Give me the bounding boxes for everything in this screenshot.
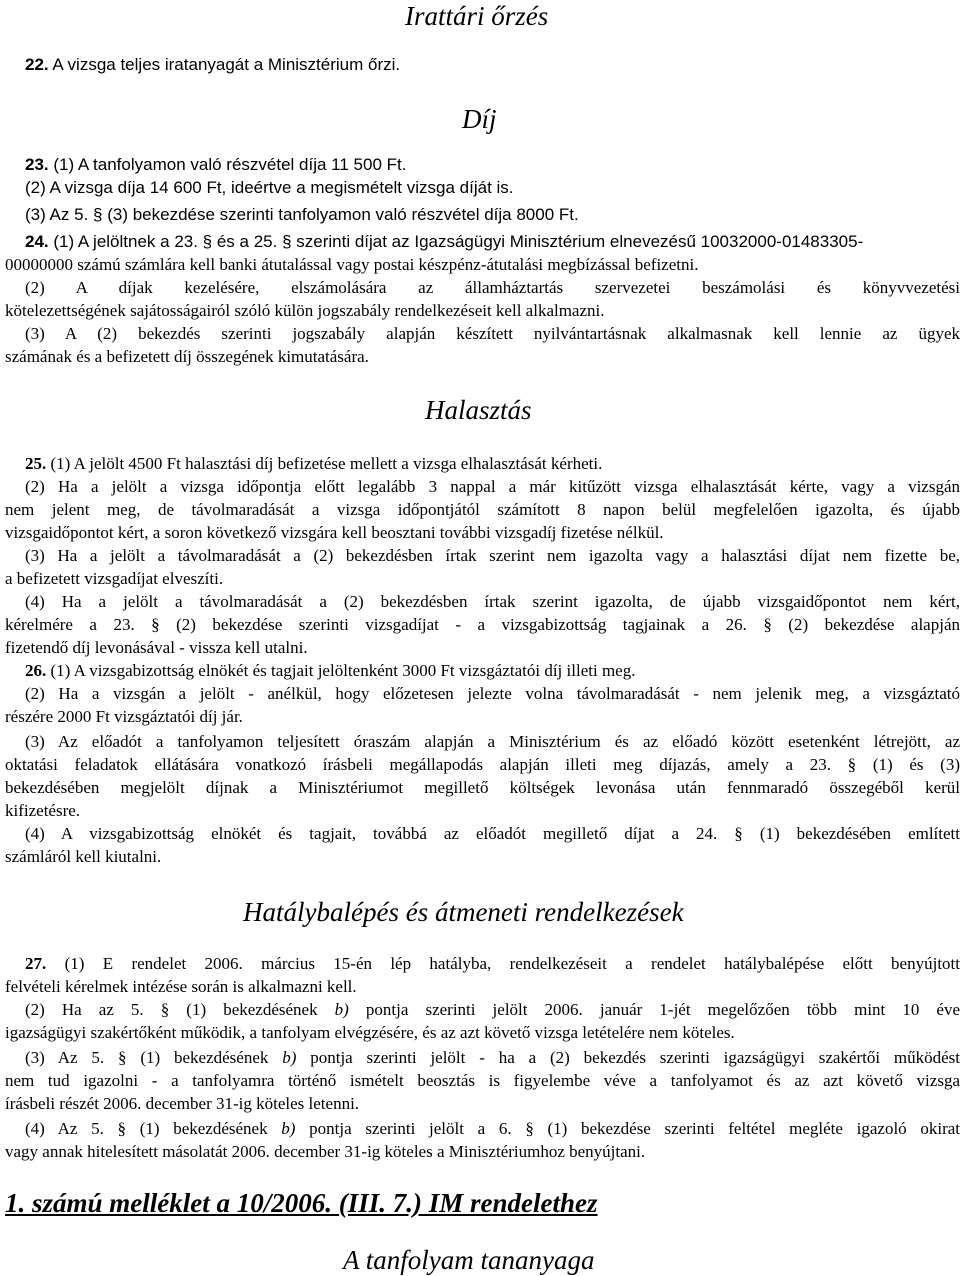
section-27-line — [25, 998, 960, 1021]
section-22 — [25, 53, 960, 76]
section-25-line: nem jelent meg, de távolmaradását a vizsga időpontjától számított 8 napon belül megfelelően igazolta, és újabb — [5, 500, 960, 519]
section-24-line: (2) A díjak kezelésére, elszámolására az államháztartás szervezetei beszámolási és könyvvezetési — [25, 278, 960, 297]
section-26-line: bekezdésében megjelölt díjnak a Minisztériumot megillető költségek levonása után fennmaradó összegéből kerül — [5, 778, 960, 797]
section-26-line: kifizetésre. — [5, 801, 81, 820]
section-24-line: kötelezettségének sajátosságairól szóló külön jogszabály rendelkezéseit kell alkalmazni. — [5, 301, 605, 320]
section-26-line: részére 2000 Ft vizsgáztatói díj jár. — [5, 707, 243, 726]
point-reference: b) — [281, 1119, 296, 1138]
section-24 — [25, 230, 960, 253]
paragraph-text: (1) E rendelet 2006. március 15-én lép hatályba, rendelkezéseit a rendelet hatálybalépése előtt benyújtott — [46, 954, 960, 973]
section-number: 22. — [25, 55, 49, 74]
section-27-line: felvételi kérelmek intézése során is alkalmazni kell. — [5, 977, 357, 996]
section-26-line: (2) Ha a vizsgán a jelölt - anélkül, hogy előzetesen jelezte volna távolmaradását - nem jelenik meg, a vizsgáztató — [25, 684, 960, 703]
section-25-line: (2) Ha a jelölt a vizsga időpontja előtt legalább 3 nappal a már kitűzött vizsga elhalasztását kérte, vagy a vizsgán — [25, 477, 960, 496]
section-24-line: (3) A (2) bekezdés szerinti jogszabály alapján készített nyilvántartásnak alkalmasnak kell lennie az ügyek — [25, 324, 960, 343]
section-27-line — [25, 1117, 960, 1140]
section-25-line: (4) Ha a jelölt a távolmaradását a (2) bekezdésben írtak szerint igazolta, de újabb vizsgaidőpontot nem kért, — [25, 592, 960, 611]
paragraph-text: pontja szerinti jelölt - ha a (2) bekezdés szerinti igazságügyi szakértői működést — [296, 1048, 960, 1067]
section-25-line: kérelmére a 23. § (2) bekezdése szerinti vizsgadíjat - a vizsgabizottság tagjainak a 26. § (2) bekezdése alapján — [5, 615, 960, 634]
section-27-line — [25, 1046, 960, 1069]
paragraph-text: (3) Az 5. § (1) bekezdésének — [25, 1048, 283, 1067]
section-number: 23. — [25, 155, 49, 174]
section-27-line: nem tud igazolni - a tanfolyamra történő ismételt beosztás is figyelembe véve a tanfolyamot és az azt követő vizsga — [5, 1071, 960, 1090]
paragraph-text: (1) A jelöltnek a 23. § és a 25. § szerinti díjat az Igazságügyi Minisztérium elnevezésű 10032000-01483305- — [48, 232, 864, 251]
section-23 — [25, 153, 960, 176]
section-number: 25. — [25, 454, 47, 473]
heading-tananyag: A tanfolyam tananyaga — [343, 1245, 595, 1275]
paragraph-text: (2) Ha az 5. § (1) bekezdésének — [25, 1000, 335, 1019]
section-27-line: vagy annak hitelesített másolatát 2006. december 31-ig köteles a Minisztériumhoz benyújtani. — [5, 1142, 646, 1161]
section-25-line: fizetendő díj levonásával - vissza kell utalni. — [5, 638, 308, 657]
section-26 — [25, 659, 960, 682]
heading-hatalybalepes: Hatálybalépés és átmeneti rendelkezések — [243, 897, 684, 927]
section-26-line: oktatási feladatok ellátására vonatkozó írásbeli megállapodás alapján illeti meg díjazás, amely a 23. § (1) és (3) — [5, 755, 960, 774]
section-27-line: igazságügyi szakértőként működik, a tanfolyam elvégzésére, és az azt követő vizsga letételére nem köteles. — [5, 1023, 735, 1042]
heading-dij: Díj — [462, 104, 497, 134]
section-25-line: vizsgaidőpontot kért, a soron következő vizsgára kell beosztani további vizsgadíj fizetése nélkül. — [5, 523, 664, 542]
paragraph-text: (1) A jelölt 4500 Ft halasztási díj befizetése mellett a vizsga elhalasztását kérheti. — [46, 454, 603, 473]
section-number: 27. — [25, 954, 47, 973]
section-23-p3: (3) Az 5. § (3) bekezdése szerinti tanfolyamon való részvétel díja 8000 Ft. — [25, 205, 579, 224]
point-reference: b) — [282, 1048, 297, 1067]
section-25 — [25, 452, 960, 475]
paragraph-text: (4) Az 5. § (1) bekezdésének — [25, 1119, 282, 1138]
heading-halasztas: Halasztás — [425, 395, 532, 425]
section-26-line: számláról kell kiutalni. — [5, 847, 162, 866]
point-reference: b) — [334, 1000, 349, 1019]
paragraph-text: (1) A vizsgabizottság elnökét és tagjait jelöltenként 3000 Ft vizsgáztatói díj illeti meg. — [46, 661, 636, 680]
section-number: 26. — [25, 661, 47, 680]
paragraph-text: pontja szerinti jelölt a 6. § (1) bekezdése szerinti feltétel megléte igazoló okirat — [295, 1119, 960, 1138]
section-25-line: a befizetett vizsgadíjat elveszíti. — [5, 569, 224, 588]
paragraph-text: (1) A tanfolyamon való részvétel díja 11 500 Ft. — [48, 155, 407, 174]
section-26-line: (4) A vizsgabizottság elnökét és tagjait, továbbá az előadót megillető díjat a 24. § (1) bekezdésében említett — [25, 824, 960, 843]
paragraph-text: pontja szerinti jelölt 2006. január 1-jét megelőzően több mint 10 éve — [348, 1000, 960, 1019]
section-number: 24. — [25, 232, 49, 251]
section-24-line: számának és a befizetett díj összegének kimutatására. — [5, 347, 369, 366]
section-23-p2: (2) A vizsga díja 14 600 Ft, ideértve a megismételt vizsga díját is. — [25, 178, 514, 197]
paragraph-text: A vizsga teljes iratanyagát a Minisztérium őrzi. — [48, 55, 401, 74]
section-25-line: (3) Ha a jelölt a távolmaradását a (2) bekezdésben írtak szerint nem igazolta vagy a halasztási díjat nem fizette be, — [25, 546, 960, 565]
section-27-line: írásbeli részét 2006. december 31-ig köteles letenni. — [5, 1094, 360, 1113]
section-24-line: 00000000 számú számlára kell banki átutalással vagy postai készpénz-átutalási megbízással befizetni. — [5, 255, 699, 274]
heading-irattari-orzes: Irattári őrzés — [405, 1, 549, 31]
annex-title: 1. számú melléklet a 10/2006. (III. 7.) IM rendelethez — [5, 1188, 598, 1218]
section-26-line: (3) Az előadót a tanfolyamon teljesített óraszám alapján a Minisztérium és az előadó között esetenként létrejött, az — [25, 732, 960, 751]
section-27 — [25, 952, 960, 975]
